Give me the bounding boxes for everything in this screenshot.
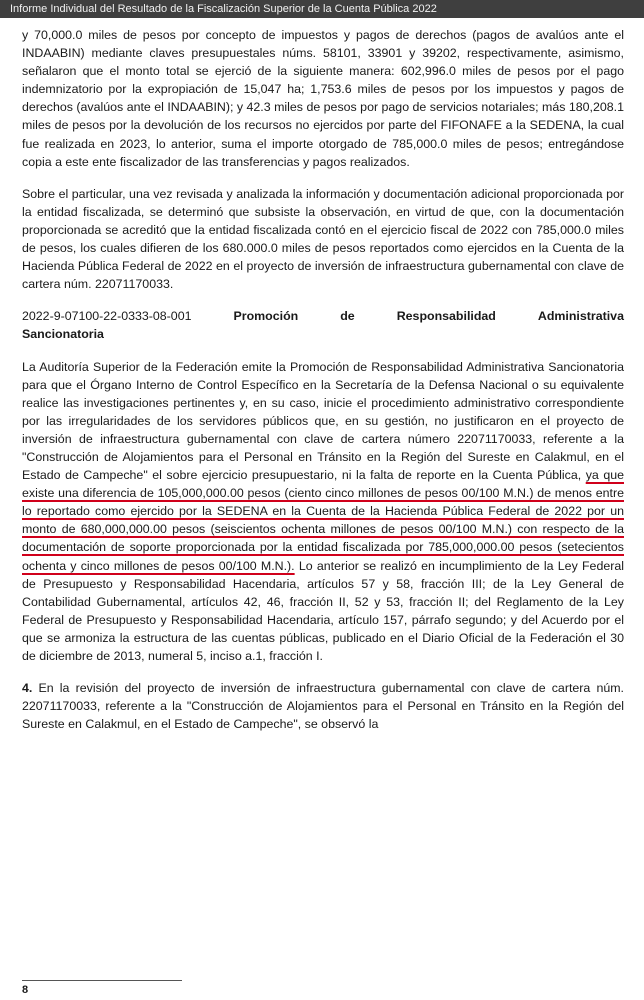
section-title-word: de	[340, 309, 355, 324]
paragraph-result-4	[22, 679, 624, 733]
document-body	[22, 26, 624, 747]
section-title-line2: Sancionatoria	[22, 327, 104, 342]
document-header	[0, 0, 644, 18]
result-number: 4.	[22, 681, 33, 696]
header-title: Informe Individual del Resultado de la Fiscalización Superior de la Cuenta Pública 2022	[10, 3, 437, 15]
result-text: En la revisión del proyecto de inversión de infraestructura gubernamental con clave de cartera núm. 22071170033, referente a la "Construcción de Alojamientos para el Personal en Tránsito en la Región del Sureste en Calakmul, en el Estado de Campeche", se observó la	[22, 681, 624, 732]
section-code: 2022-9-07100-22-0333-08-001	[22, 309, 192, 324]
footer-rule	[22, 980, 182, 981]
paragraph-promotion	[22, 358, 624, 666]
paragraph-continuation: y 70,000.0 miles de pesos por concepto de impuestos y pagos de derechos (pagos de avalúos ante el INDAABIN) mediante claves presupuestales núms. 58101, 33901 y 39202, respectivamente, asimismo, señalaron que el monto total se ejerció de la siguiente manera: 602,996.0 miles de pesos por el pago indemnizatorio por la expropiación de 15,047 ha; 1,753.6 miles de pesos por los impuestos y pagos de derechos (avalúos ante el INDAABIN); y 42.3 miles de pesos por pago de servicios notariales; más 180,208.1 miles de pesos por la devolución de los recursos no ejercidos por parte del FIFONAFE a la SEDENA, la cual fue realizada en 2023, lo anterior, suma el importe otorgado de 785,000.0 miles de pesos; entregándose copia a este ente fiscalizador de las transferencias y pagos realizados.	[22, 28, 624, 169]
page-number: 8	[22, 984, 29, 996]
underlined-amount-text: ya que existe una diferencia de 105,000,000.00 pesos (ciento cinco millones de pesos 00/100 M.N.) de menos entre lo reportado como ejercido por la SEDENA en la Cuenta de la Hacienda Pública Federal de 2022 por un monto de 680,000,000.00 pesos (seiscientos ochenta millones de pesos 00/100 M.N.) con respecto de la documentación de soporte proporcionada por la entidad fiscalizada por 785,000,000.00 pesos (setecientos ochenta y cinco millones de pesos 00/100 M.N.).	[22, 468, 624, 573]
section-title-word: Responsabilidad	[396, 309, 496, 324]
section-title-word: Promoción	[233, 309, 299, 324]
promotion-text: La Auditoría Superior de la Federación emite la Promoción de Responsabilidad Administrativa Sancionatoria para que el Órgano Interno de Control Específico en la Secretaría de la Defensa Nacional o su equivalente realice las investigaciones pertinentes y, en su caso, inicie el procedimiento administrativo correspondiente por las irregularidades de los servidores públicos que, en su gestión, no justificaron en el proyecto de inversión de infraestructura gubernamental con clave de cartera número 22071170033, referente a la "Construcción de Alojamientos para el Personal en Tránsito en la Región del Sureste en Calakmul, en el Estado de Campeche" el sobre ejercicio presupuestario, ni la falta de reporte en la Cuenta Pública,	[22, 359, 624, 483]
section-title-word: Administrativa	[537, 309, 624, 324]
paragraph-observation: Sobre el particular, una vez revisada y analizada la información y documentación adicional proporcionada por la entidad fiscalizada, se determinó que subsiste la observación, en virtud de que, con la documentación proporcionada se acreditó que la entidad fiscalizada contó en el ejercicio fiscal de 2022 con 785,000.0 miles de pesos, los cuales difieren de los 680.000.0 miles de pesos reportados como ejercidos en la Cuenta de la Hacienda Pública Federal de 2022 en el proyecto de inversión de infraestructura gubernamental con clave de cartera núm. 22071170033.	[22, 186, 624, 292]
section-heading	[22, 307, 624, 325]
promotion-legal-text: Lo anterior se realizó en incumplimiento de la Ley Federal de Presupuesto y Responsabilidad Hacendaria, artículos 57 y 58, fracción III; de la Ley General de Contabilidad Gubernamental, artículos 42, 46, fracción II, 52 y 53, fracción II; del Reglamento de la Ley Federal de Presupuesto y Responsabilidad Hacendaria, artículo 157, párrafo segundo; y del Acuerdo por el que se armoniza la estructura de las cuentas públicas, publicado en el Diario Oficial de la Federación el 30 de diciembre de 2013, numeral 5, inciso a.1, fracción I.	[22, 558, 624, 663]
